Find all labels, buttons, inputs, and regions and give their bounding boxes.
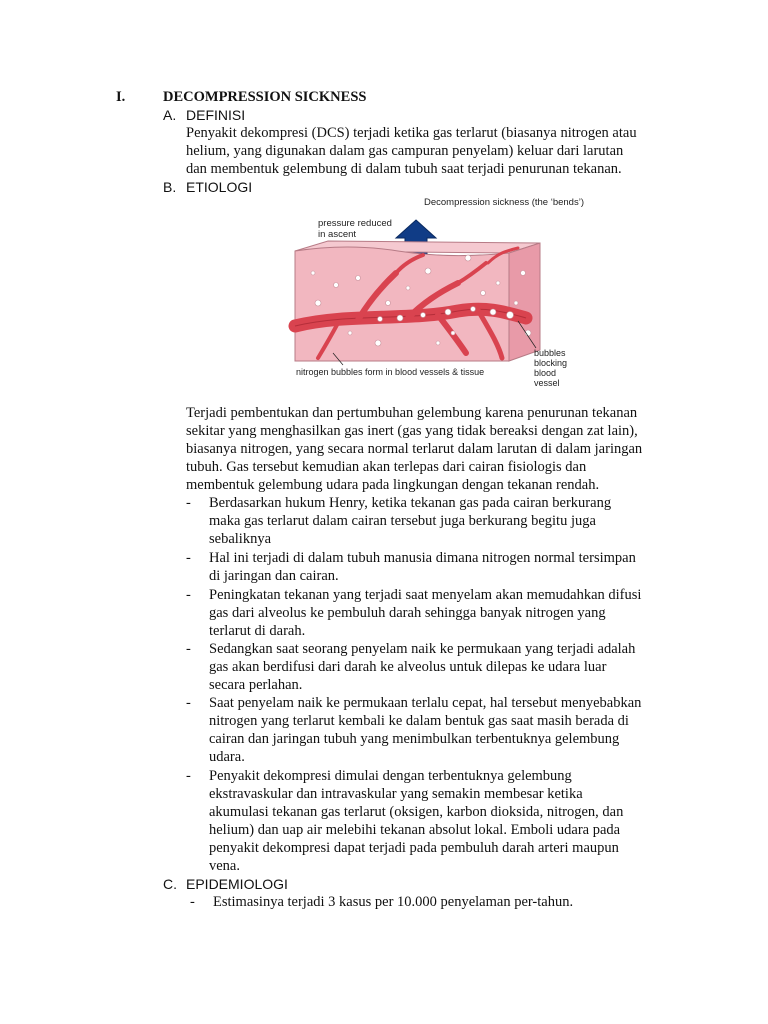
figure-bubbles-label: nitrogen bubbles form in blood vessels & tissue [296,367,485,377]
bullet-line: udara. [209,749,245,765]
etiologi-line: biasanya nitrogen, yang secara normal terlarut dalam larutan di dalam jaringan [186,441,643,457]
epidemiologi-bullet: Estimasinya terjadi 3 kasus per 10.000 penyelaman per-tahun. [213,894,574,910]
bullet-line: vena. [209,858,240,874]
bullet-line: maka gas terlarut dalam cairan tersebut juga berkurang begitu juga [209,513,596,529]
bullet-marker: - [186,550,191,566]
bullet-marker: - [186,695,191,711]
tissue-block-side [509,243,540,361]
bullet-line: penyakit dekompresi dapat terjadi pada pembuluh darah arteri maupun [209,840,619,856]
figure-block-label: blood [534,368,557,378]
figure-pressure-label: in ascent [318,229,357,240]
figure-block-label: bubbles [534,348,566,358]
bullet-line: secara perlahan. [209,677,303,693]
epidemiologi-heading: EPIDEMIOLOGI [186,876,288,892]
figure-block-label: blocking [534,358,568,368]
bullet-marker: - [186,495,191,511]
bullet-line: di jaringan dan cairan. [209,568,339,584]
bullet-line: Peningkatan tekanan yang terjadi saat menyelam akan memudahkan difusi [209,587,642,603]
section-title: DECOMPRESSION SICKNESS [163,89,367,105]
bullet-line: Saat penyelam naik ke permukaan terlalu cepat, hal tersebut menyebabkan [209,695,642,711]
section-number: I. [116,89,126,105]
figure-block-label: vessel [534,378,560,388]
bullet-marker: - [186,587,191,603]
bullet-line: gas dari alveolus ke pembuluh darah sehingga banyak nitrogen yang [209,605,606,621]
bullet-line: gas akan berdifusi dari darah ke alveolus untuk dilepas ke udara luar [209,659,607,675]
bullet-line: ekstravaskular dan intravaskular yang semakin membesar ketika [209,786,583,802]
figure-title: Decompression sickness (the ‘bends’) [424,197,584,208]
etiologi-line: sekitar yang menghasilkan gas inert (gas yang tidak bereaksi dengan zat lain), [186,423,638,439]
bullet-marker: - [186,641,191,657]
etiologi-line: Terjadi pembentukan dan pertumbuhan gelembung karena penurunan tekanan [186,405,638,421]
bullet-line: sebaliknya [209,531,272,547]
bullet-line: nitrogen yang terlarut kembali ke dalam bentuk gas saat masih berada di [209,713,629,729]
bullet-marker: - [186,768,191,784]
bullet-line: Penyakit dekompresi dimulai dengan terbentuknya gelembung [209,768,572,784]
bullet-line: Sedangkan saat seorang penyelam naik ke permukaan yang terjadi adalah [209,641,636,657]
definisi-heading: DEFINISI [186,107,246,123]
definisi-line: Penyakit dekompresi (DCS) terjadi ketika gas terlarut (biasanya nitrogen atau [186,125,637,141]
bullet-line: Hal ini terjadi di dalam tubuh manusia dimana nitrogen normal tersimpan [209,550,636,566]
bullet-line: terlarut di darah. [209,623,306,639]
etiologi-line: tubuh. Gas tersebut kemudian akan terlepas dari cairan fisiologis dan [186,459,587,475]
decompression-illustration [288,193,584,393]
etiologi-letter: B. [163,179,177,195]
bullet-line: Berdasarkan hukum Henry, ketika tekanan gas pada cairan berkurang [209,495,612,511]
etiologi-heading: ETIOLOGI [186,179,253,195]
definisi-line: helium, yang digunakan dalam gas campuran penyelam) keluar dari larutan [186,143,624,159]
definisi-line: dan membentuk gelembung di dalam tubuh saat terjadi penurunan tekanan. [186,161,622,177]
definisi-letter: A. [163,107,177,123]
figure-pressure-label: pressure reduced [318,218,392,229]
epidemiologi-letter: C. [163,876,177,892]
bullet-line: cairan dan jaringan tubuh yang menimbulkan terbentuknya gelembung [209,731,620,747]
etiologi-line: membentuk gelembung udara pada lingkungan dengan tekanan rendah. [186,477,600,493]
bullet-line: akumulasi tekanan gas terlarut (oksigen, karbon dioksida, nitrogen, dan [209,804,624,820]
bullet-marker: - [190,894,195,910]
bullet-line: helium) dan uap air melebihi tekanan absolut lokal. Emboli udara pada [209,822,621,838]
